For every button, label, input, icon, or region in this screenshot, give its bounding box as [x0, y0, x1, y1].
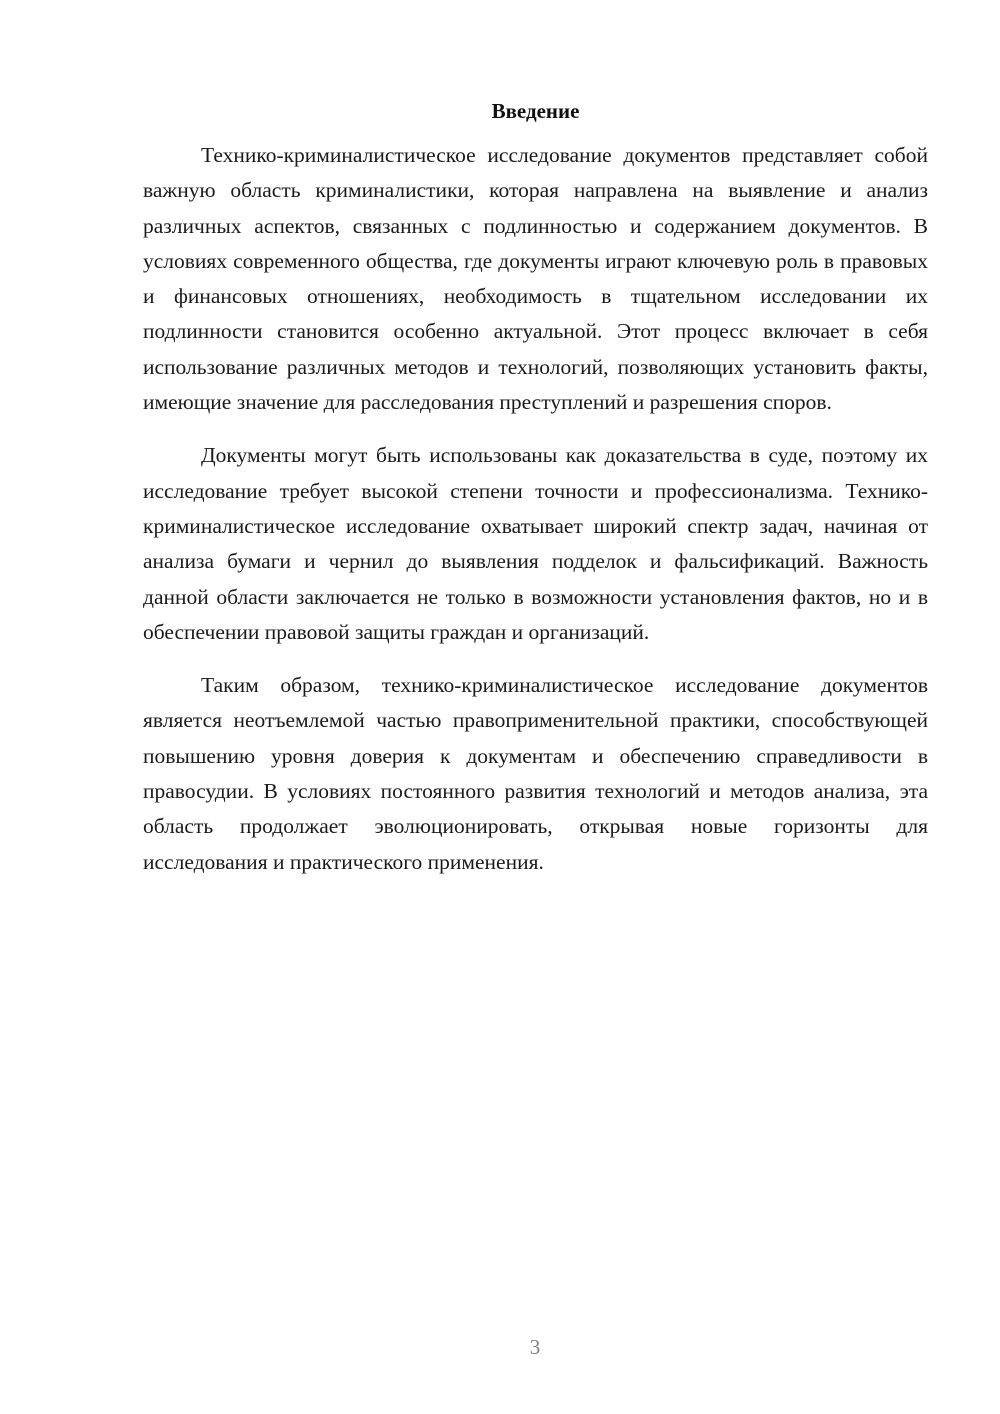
paragraph-3: Таким образом, технико-криминалистическое исследование документов является неотъемлемой частью правоприменительной практики, способствующей повышению уровня доверия к документам и обеспечению справедливости в правосудии. В условиях постоянного развития технологий и методов анализа, эта область продолжает эволюционировать, открывая новые горизонты для исследования и практического применения. — [143, 673, 928, 874]
section-heading: Введение — [491, 99, 580, 123]
paragraph-2: Документы могут быть использованы как доказательства в суде, поэтому их исследование требует высокой степени точности и профессионализма. Технико-криминалистическое исследование охватывает широкий спектр задач, начиная от анализа бумаги и чернил до выявления подделок и фальсификаций. Важность данной области заключается не только в возможности установления фактов, но и в обеспечении правовой защиты граждан и организаций. — [143, 443, 928, 644]
page-content — [143, 96, 928, 898]
page-number: 3 — [529, 1335, 541, 1359]
paragraph-1: Технико-криминалистическое исследование документов представляет собой важную область криминалистики, которая направлена на выявление и анализ различных аспектов, связанных с подлинностью и содержанием документов. В условиях современного общества, где документы играют ключевую роль в правовых и финансовых отношениях, необходимость в тщательном исследовании их подлинности становится особенно актуальной. Этот процесс включает в себя использование различных методов и технологий, позволяющих установить факты, имеющие значение для расследования преступлений и разрешения споров. — [143, 143, 928, 415]
